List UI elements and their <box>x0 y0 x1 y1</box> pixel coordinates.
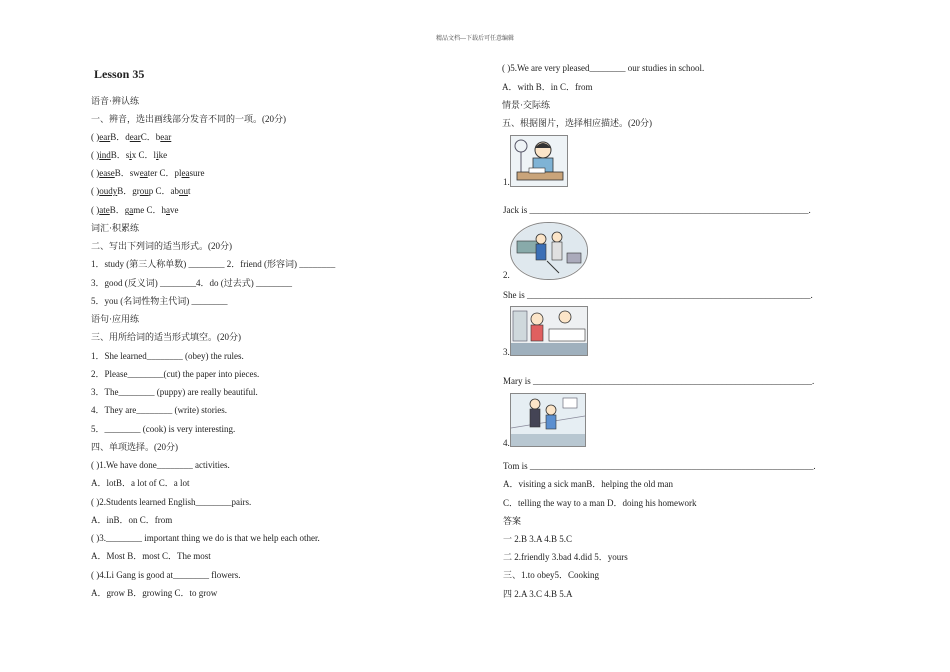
phonics-item: ( )ateB．game C．have <box>91 205 179 215</box>
word-form-item: 5．you (名词性物主代词) ________ <box>91 296 228 306</box>
picture-telling-the-way <box>510 393 586 447</box>
page-header: 精品文档---下载后可任意编辑 <box>436 36 514 42</box>
answer-line: 二 2.friendly 3.bad 4.did 5．yours <box>503 552 628 562</box>
mc-question: ( )2.Students learned English________pairs. <box>91 497 252 507</box>
fill-blank-item: 3．The________ (puppy) are really beautiful. <box>91 387 258 397</box>
section-title: 四、单项选择。(20分) <box>91 442 178 452</box>
picture-options: C．telling the way to a man D．doing his homework <box>503 498 697 508</box>
mc-question: ( )4.Li Gang is good at________ flowers. <box>91 570 241 580</box>
picture-sentence: Mary is ______________________________________________________________. <box>503 376 815 386</box>
answer-line: 一 2.B 3.A 4.B 5.C <box>503 534 573 544</box>
lesson-title: Lesson 35 <box>94 67 145 81</box>
mc-options: A．with B．in C．from <box>502 82 593 92</box>
section-title: 五、根据图片，选择相应描述。(20分) <box>502 118 652 128</box>
category-label: 词汇·积累练 <box>91 223 139 233</box>
picture-sentence: She is _______________________________________________________________. <box>503 290 813 300</box>
picture-number: 3. <box>503 347 510 357</box>
mc-question: ( )5.We are very pleased________ our studies in school. <box>502 63 705 73</box>
phonics-item: ( )oudyB．group C．about <box>91 186 191 196</box>
section-title: 二、写出下列词的适当形式。(20分) <box>91 241 232 251</box>
picture-number: 4. <box>503 438 510 448</box>
answer-line: 三、1.to obey5．Cooking <box>503 570 599 580</box>
picture-homework <box>510 135 568 187</box>
fill-blank-item: 1．She learned________ (obey) the rules. <box>91 351 244 361</box>
picture-options: A．visiting a sick manB．helping the old man <box>503 479 673 489</box>
fill-blank-item: 5．________ (cook) is very interesting. <box>91 424 236 434</box>
fill-blank-item: 4．They are________ (write) stories. <box>91 405 227 415</box>
word-form-item: 3．good (反义词) ________4．do (过去式) ________ <box>91 278 292 288</box>
fill-blank-item: 2．Please________(cut) the paper into pieces. <box>91 369 260 379</box>
picture-sentence: Jack is ______________________________________________________________. <box>503 205 811 215</box>
picture-helping-old-man <box>510 222 588 280</box>
mc-options: A．inB．on C．from <box>91 515 173 525</box>
phonics-item: ( )easeB．sweater C．pleasure <box>91 168 205 178</box>
section-title: 三、用所给词的适当形式填空。(20分) <box>91 332 241 342</box>
section-title: 一、辨音，选出画线部分发音不同的一项。(20分) <box>91 114 286 124</box>
category-label: 语音·辨认练 <box>91 96 139 106</box>
picture-number: 1. <box>503 177 510 187</box>
picture-sentence: Tom is _______________________________________________________________. <box>503 461 816 471</box>
mc-options: A．lotB．a lot of C．a lot <box>91 478 190 488</box>
picture-number: 2. <box>503 270 510 280</box>
picture-visiting-sick-man <box>510 306 588 356</box>
category-label: 情景·交际练 <box>502 100 550 110</box>
category-label: 语句·应用练 <box>91 314 139 324</box>
answer-line: 四 2.A 3.C 4.B 5.A <box>503 589 573 599</box>
mc-options: A．grow B．growing C．to grow <box>91 588 218 598</box>
mc-options: A．Most B．most C．The most <box>91 551 211 561</box>
mc-question: ( )3.________ important thing we do is that we help each other. <box>91 533 320 543</box>
mc-question: ( )1.We have done________ activities. <box>91 460 230 470</box>
phonics-item: ( )indB．six C．like <box>91 150 168 160</box>
phonics-item: ( )earB．dearC．bear <box>91 132 172 142</box>
answer-title: 答案 <box>503 516 522 526</box>
word-form-item: 1．study (第三人称单数) ________ 2．friend (形容词) ________ <box>91 259 336 269</box>
